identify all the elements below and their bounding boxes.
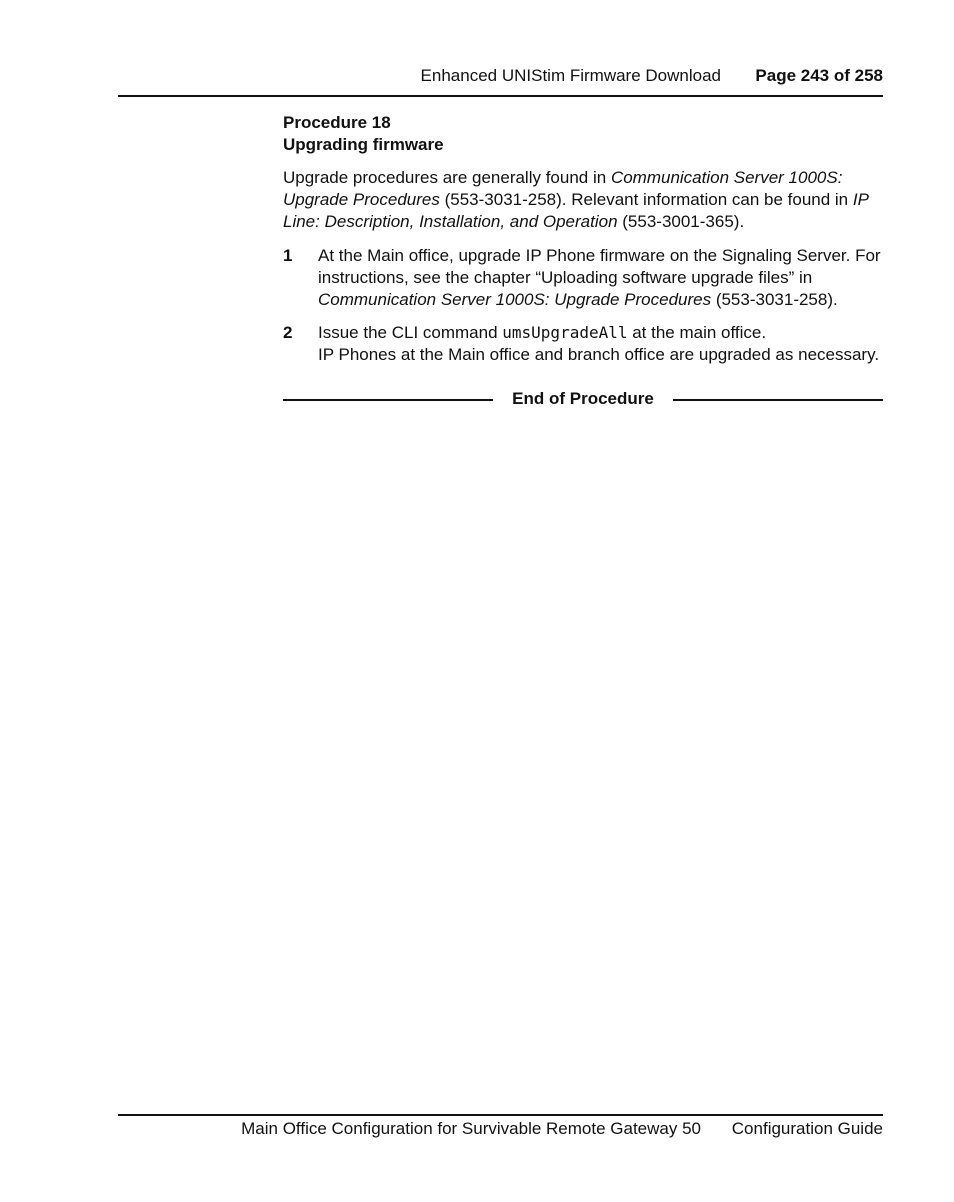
procedure-heading (283, 112, 883, 156)
header-section-title: Enhanced UNIStim Firmware Download (420, 66, 721, 85)
step-text: At the Main office, upgrade IP Phone firmware on the Signaling Server. For instructions, see the chapter “Uploading software upgrade files” in (318, 246, 881, 287)
footer-document-type: Configuration Guide (731, 1119, 883, 1138)
intro-reference-2: IP Line: Description, Installation, and Operation (283, 190, 869, 231)
intro-text-1: Upgrade procedures are generally found in (283, 168, 611, 187)
procedure-step (283, 322, 883, 366)
procedure-block (283, 112, 883, 410)
procedure-number: Procedure 18 (283, 113, 391, 132)
step-number: 1 (283, 246, 293, 265)
header-rule (118, 95, 883, 97)
end-of-procedure (283, 388, 883, 410)
footer-rule (118, 1114, 883, 1116)
step-result: IP Phones at the Main office and branch office are upgraded as necessary. (318, 345, 880, 364)
procedure-title: Upgrading firmware (283, 135, 444, 154)
end-of-procedure-label: End of Procedure (512, 389, 654, 408)
step-text: Issue the CLI command (318, 323, 503, 342)
intro-reference-1: Communication Server 1000S: Upgrade Procedures (283, 168, 843, 209)
step-text-end: at the main office. (627, 323, 767, 342)
step-reference: Communication Server 1000S: Upgrade Procedures (318, 290, 712, 309)
intro-text-3: (553-3001-365). (617, 212, 745, 231)
footer-document-title: Main Office Configuration for Survivable Remote Gateway 50 (241, 1119, 701, 1138)
procedure-intro (283, 167, 883, 233)
header-page-number: Page 243 of 258 (755, 66, 883, 85)
intro-text-2: (553-3031-258). Relevant information can be found in (439, 190, 853, 209)
end-rule-right (673, 399, 883, 401)
procedure-steps (283, 245, 883, 366)
page-footer (118, 1117, 883, 1141)
procedure-step (283, 245, 883, 311)
step-text-end: (553-3031-258). (711, 290, 838, 309)
page-header (118, 64, 883, 90)
step-number: 2 (283, 323, 293, 342)
cli-command: umsUpgradeAll (502, 323, 628, 342)
